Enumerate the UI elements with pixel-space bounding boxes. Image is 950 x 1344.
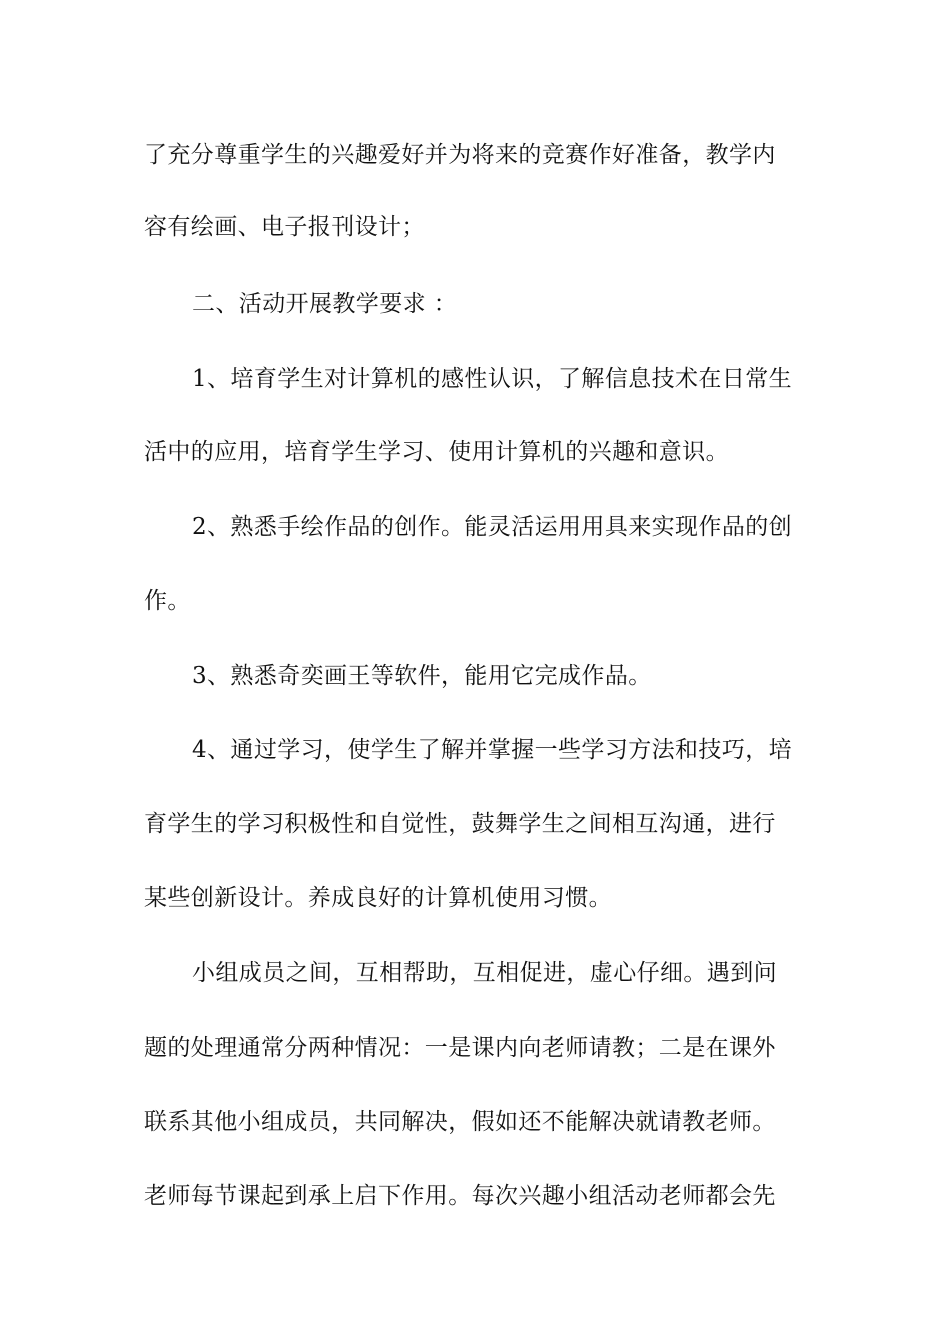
text-line: 老师每节课起到承上启下作用。每次兴趣小组活动老师都会先 <box>144 1183 776 1209</box>
list-item-1: 1、培育学生对计算机的感性认识，了解信息技术在日常生 <box>192 366 793 392</box>
text-line: 作。 <box>144 588 191 614</box>
text-line: 容有绘画、电子报刊设计； <box>144 214 425 240</box>
paragraph-start: 小组成员之间，互相帮助，互相促进，虚心仔细。遇到问 <box>192 960 777 986</box>
section-heading: 二、活动开展教学要求 ： <box>192 291 458 317</box>
list-item-2: 2、熟悉手绘作品的创作。能灵活运用用具来实现作品的创 <box>192 514 793 540</box>
text-line: 某些创新设计。养成良好的计算机使用习惯。 <box>144 885 612 911</box>
text-line: 了充分尊重学生的兴趣爱好并为将来的竞赛作好准备，教学内 <box>144 142 776 168</box>
text-line: 联系其他小组成员，共同解决，假如还不能解决就请教老师。 <box>144 1109 776 1135</box>
text-line: 题的处理通常分两种情况：一是课内向老师请教；二是在课外 <box>144 1035 776 1061</box>
list-item-3: 3、熟悉奇奕画王等软件，能用它完成作品。 <box>192 663 652 689</box>
text-line: 活中的应用，培育学生学习、使用计算机的兴趣和意识。 <box>144 439 729 465</box>
list-item-4: 4、通过学习，使学生了解并掌握一些学习方法和技巧，培 <box>192 737 793 763</box>
text-line: 育学生的学习积极性和自觉性，鼓舞学生之间相互沟通，进行 <box>144 811 776 837</box>
